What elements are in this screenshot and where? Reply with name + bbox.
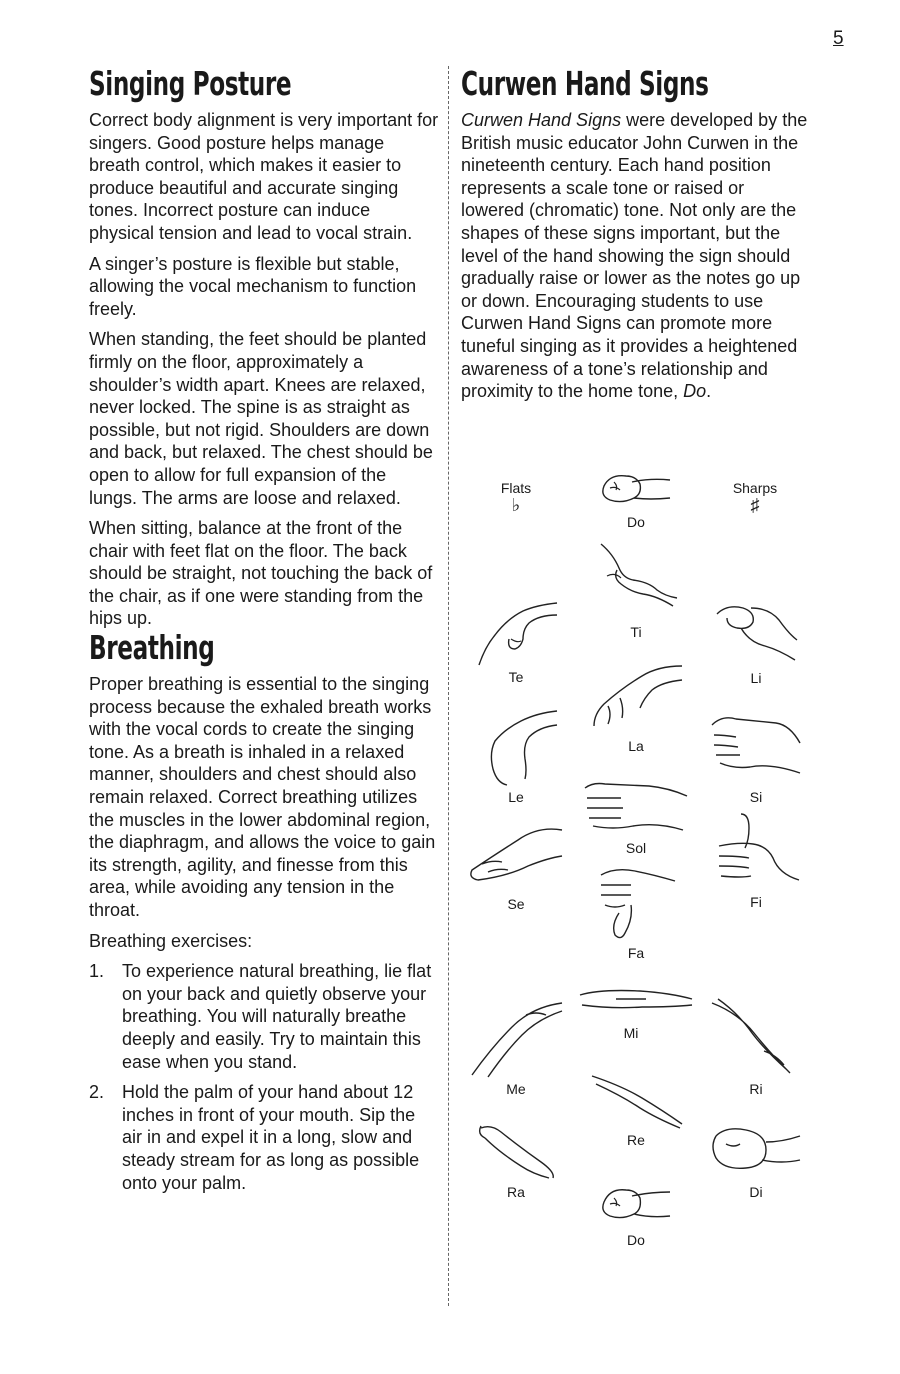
sign-si bbox=[701, 705, 811, 805]
relaxed-down-hand-icon bbox=[586, 658, 686, 738]
sign-label: Mi bbox=[623, 1025, 639, 1041]
curwen-intro-end: . bbox=[706, 381, 712, 402]
sign-fa bbox=[581, 865, 691, 961]
sign-label: Ra bbox=[507, 1184, 525, 1200]
sign-label: Do bbox=[627, 1232, 645, 1248]
sign-ra bbox=[461, 1120, 571, 1200]
curwen-intro-italic: Curwen Hand Signs bbox=[461, 110, 622, 130]
slanted-flat-hand-icon bbox=[466, 995, 566, 1081]
breathing-exercises-list bbox=[89, 960, 439, 1194]
sign-label: Le bbox=[508, 789, 524, 805]
hand-signs-diagram bbox=[461, 470, 821, 1300]
sign-mi bbox=[576, 985, 686, 1041]
hanging-hand-icon bbox=[471, 705, 561, 789]
sign-label: La bbox=[628, 738, 644, 754]
breathing-heading: Breathing bbox=[89, 628, 215, 668]
cupped-hand-icon bbox=[711, 600, 801, 670]
sign-li bbox=[701, 600, 811, 686]
sign-label: Re bbox=[627, 1132, 645, 1148]
singing-posture-heading: Singing Posture bbox=[89, 64, 292, 103]
slanted-flat-hand-icon-right bbox=[706, 995, 806, 1081]
sign-fi bbox=[701, 810, 811, 910]
palm-up-hand-icon bbox=[466, 820, 566, 896]
sign-label: Sol bbox=[625, 840, 647, 856]
sharp-symbol: ♯ bbox=[750, 495, 760, 515]
tilted-flat-hand-icon bbox=[586, 1070, 686, 1132]
fist-hand-icon bbox=[596, 470, 676, 514]
list-item-number: 2. bbox=[89, 1082, 105, 1103]
sharps-label: Sharps bbox=[732, 480, 778, 496]
flat-palm-hand-icon bbox=[581, 770, 691, 840]
pointing-up-hand-icon bbox=[591, 540, 681, 624]
sign-do-bottom bbox=[581, 1182, 691, 1248]
sign-label: Fi bbox=[750, 894, 762, 910]
thumb-up-hand-icon bbox=[711, 810, 801, 894]
sign-ri bbox=[701, 995, 811, 1097]
right-column bbox=[461, 64, 821, 411]
sign-label: Di bbox=[749, 1184, 763, 1200]
fist-hand-icon bbox=[596, 1182, 676, 1232]
sign-label: Se bbox=[507, 896, 525, 912]
sign-di bbox=[701, 1120, 811, 1200]
sign-do-top bbox=[581, 470, 691, 530]
sign-me bbox=[461, 995, 571, 1097]
flat-hand-icon bbox=[576, 985, 696, 1025]
pointing-down-left-hand-icon bbox=[471, 595, 561, 669]
flats-label: Flats bbox=[500, 480, 532, 496]
sign-label: Te bbox=[508, 669, 524, 685]
curwen-hand-signs-heading: Curwen Hand Signs bbox=[461, 64, 709, 103]
curwen-intro-text: were developed by the British music educator John Curwen in the nineteenth century. Each hand position represents a scale tone or raised or lowered (chromatic) tone. Not only are the shapes of these signs important, but the level of the hand showing the sign should gradually raise or lower as the notes go up or down. Encouraging students to use Curwen Hand Signs can promote more tuneful singing as it provides a heightened awareness of a tone’s relationship and proximity to the home tone, bbox=[461, 110, 808, 402]
sign-label: Me bbox=[506, 1081, 526, 1097]
flats-header bbox=[476, 480, 556, 514]
sign-label: Li bbox=[750, 670, 762, 686]
column-divider bbox=[448, 66, 449, 1306]
page-number: 5 bbox=[833, 28, 844, 49]
sign-label: Ri bbox=[749, 1081, 763, 1097]
sign-te bbox=[461, 595, 571, 685]
curwen-intro-do: Do bbox=[683, 381, 707, 402]
sign-label: Fa bbox=[627, 945, 645, 961]
posture-paragraph-2: A singer’s posture is flexible but stable, allowing the vocal mechanism to function freely. bbox=[89, 253, 417, 319]
sign-ti bbox=[581, 540, 691, 640]
sign-la bbox=[581, 658, 691, 754]
thumb-down-hand-icon bbox=[591, 865, 681, 945]
sign-re bbox=[581, 1070, 691, 1148]
list-item-text: Hold the palm of your hand about 12 inches in front of your mouth. Sip the air in and expel it in a long, slow and steady stream for as long as possible onto your palm. bbox=[122, 1082, 420, 1193]
sign-label: Do bbox=[627, 514, 645, 530]
list-item bbox=[89, 1081, 439, 1194]
list-item-number: 1. bbox=[89, 961, 105, 982]
posture-paragraph-3: When standing, the feet should be planted firmly on the floor, approximately a shoulder’s width apart. Knees are relaxed, never locked. The spine is as straight as possible, but not rigid. Shoulders are down and back, but relaxed. The chest should be open to allow for full expansion of the lungs. The arms are loose and relaxed. bbox=[89, 329, 433, 508]
posture-paragraph-1: Correct body alignment is very important for singers. Good posture helps manage breath control, which makes it easier to produce beautiful and accurate singing tones. Incorrect posture can induce physical tension and lead to vocal strain. bbox=[89, 110, 439, 243]
sign-le bbox=[461, 705, 571, 805]
sign-se bbox=[461, 820, 571, 912]
left-column bbox=[89, 64, 439, 1202]
sharps-header bbox=[715, 480, 795, 514]
flat-symbol: ♭ bbox=[511, 495, 521, 515]
posture-paragraph-4: When sitting, balance at the front of the chair with feet flat on the floor. The back should be straight, not touching the back of the chair, as if one were standing from the hips up. bbox=[89, 518, 433, 629]
breathing-exercises-label: Breathing exercises: bbox=[89, 930, 253, 951]
list-item-text: To experience natural breathing, lie flat on your back and quietly observe your breathing. You will naturally breathe deeply and easily. Try to maintain this ease when you stand. bbox=[122, 961, 432, 1072]
open-palm-hand-icon bbox=[706, 705, 806, 789]
breathing-paragraph: Proper breathing is essential to the singing process because the exhaled breath works with the vocal cords to create the singing tone. As a breath is inhaled in a relaxed manner, shoulders and chest should also remain relaxed. Correct breathing utilizes the muscles in the lower abdominal region, the diaphragm, and allows the voice to gain its strength, agility, and finesse from this area, while avoiding any tension in the throat. bbox=[89, 674, 436, 920]
sign-label: Ti bbox=[630, 624, 642, 640]
closed-hand-icon bbox=[706, 1120, 806, 1184]
sign-label: Si bbox=[749, 789, 763, 805]
tilted-hand-left-icon bbox=[471, 1120, 561, 1184]
list-item bbox=[89, 960, 439, 1073]
curwen-intro-paragraph bbox=[461, 109, 811, 403]
sign-sol bbox=[581, 770, 691, 856]
